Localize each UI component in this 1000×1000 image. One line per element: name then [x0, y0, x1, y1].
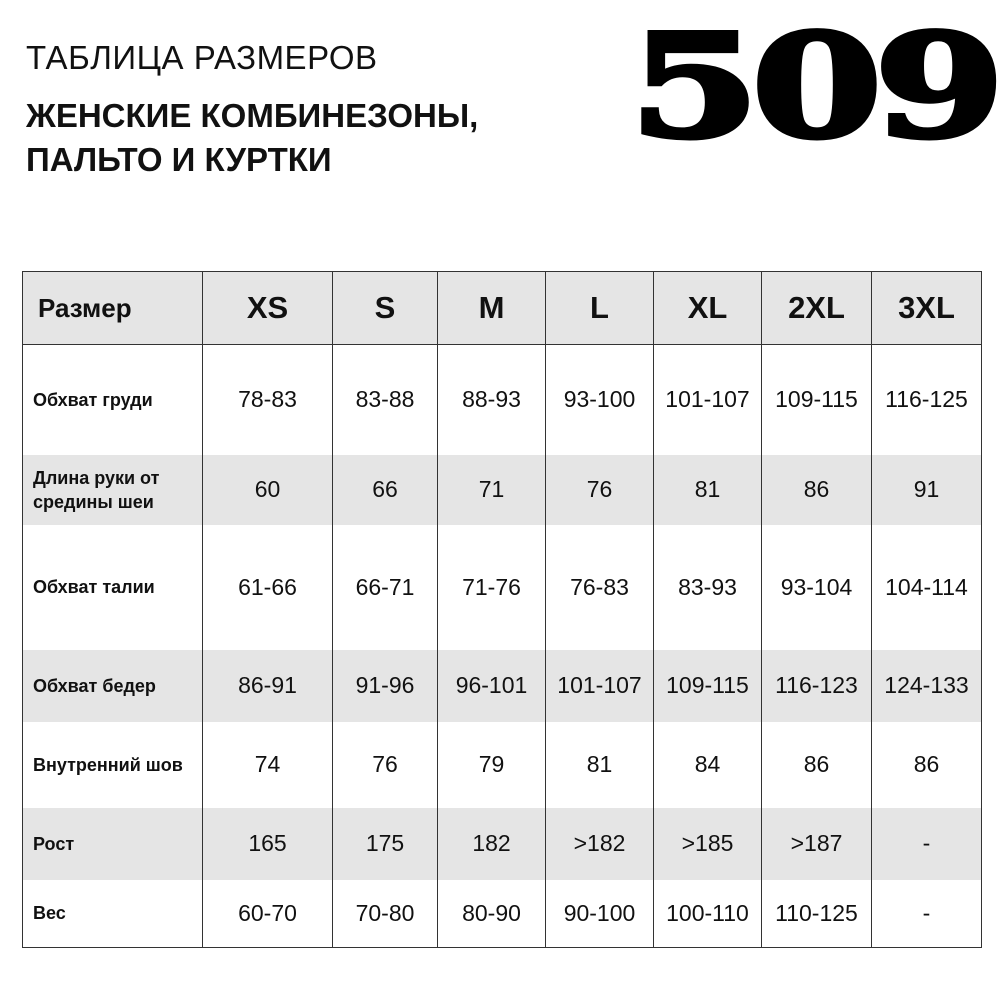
table-cell: 116-125 [872, 345, 982, 455]
table-cell: 100-110 [654, 880, 762, 948]
table-cell: 101-107 [546, 650, 654, 722]
table-cell: 79 [438, 722, 546, 808]
table-cell: 86 [762, 455, 872, 525]
table-cell: - [872, 808, 982, 880]
table-cell: 165 [203, 808, 333, 880]
table-cell: 80-90 [438, 880, 546, 948]
row-label: Обхват бедер [23, 650, 203, 722]
table-cell: 86 [872, 722, 982, 808]
row-label: Рост [23, 808, 203, 880]
table-cell: 70-80 [333, 880, 438, 948]
table-row-hips [23, 650, 982, 722]
table-cell: 96-101 [438, 650, 546, 722]
brand-logo: 509 [629, 4, 997, 170]
table-cell: 81 [546, 722, 654, 808]
table-cell: 81 [654, 455, 762, 525]
header-label: Размер [23, 272, 203, 345]
size-table [22, 271, 982, 948]
table-cell: 71 [438, 455, 546, 525]
table-cell: 71-76 [438, 525, 546, 650]
table-cell: >185 [654, 808, 762, 880]
table-cell: 74 [203, 722, 333, 808]
table-cell: 109-115 [762, 345, 872, 455]
page-title-line-2: ПАЛЬТО И КУРТКИ [26, 141, 332, 178]
size-header: XL [654, 272, 762, 345]
size-header: 2XL [762, 272, 872, 345]
row-label: Внутренний шов [23, 722, 203, 808]
table-cell: 104-114 [872, 525, 982, 650]
table-cell: 110-125 [762, 880, 872, 948]
table-cell: 60-70 [203, 880, 333, 948]
table-cell: 91 [872, 455, 982, 525]
table-cell: 182 [438, 808, 546, 880]
table-cell: 61-66 [203, 525, 333, 650]
table-cell: 78-83 [203, 345, 333, 455]
size-header: S [333, 272, 438, 345]
table-row-inseam [23, 722, 982, 808]
size-header: L [546, 272, 654, 345]
size-header: 3XL [872, 272, 982, 345]
table-cell: 83-93 [654, 525, 762, 650]
table-cell: 109-115 [654, 650, 762, 722]
table-cell: - [872, 880, 982, 948]
table-row-chest [23, 345, 982, 455]
table-row-sleeve [23, 455, 982, 525]
table-cell: 66 [333, 455, 438, 525]
table-cell: 86-91 [203, 650, 333, 722]
table-cell: 76 [333, 722, 438, 808]
table-header-row [23, 272, 982, 345]
table-cell: 93-100 [546, 345, 654, 455]
table-cell: 84 [654, 722, 762, 808]
table-cell: 86 [762, 722, 872, 808]
table-row-weight [23, 880, 982, 948]
table-cell: 91-96 [333, 650, 438, 722]
row-label: Длина руки от средины шеи [23, 455, 203, 525]
table-cell: 175 [333, 808, 438, 880]
size-header: M [438, 272, 546, 345]
size-header: XS [203, 272, 333, 345]
table-row-height [23, 808, 982, 880]
table-cell: >187 [762, 808, 872, 880]
table-cell: 116-123 [762, 650, 872, 722]
page-subtitle: ТАБЛИЦА РАЗМЕРОВ [26, 39, 378, 76]
table-cell: 101-107 [654, 345, 762, 455]
row-label: Обхват груди [23, 345, 203, 455]
page-title-line-1: ЖЕНСКИЕ КОМБИНЕЗОНЫ, [26, 97, 479, 134]
table-row-waist [23, 525, 982, 650]
page-title [26, 94, 646, 182]
table-cell: 60 [203, 455, 333, 525]
page-heading [26, 36, 646, 182]
table-cell: 76-83 [546, 525, 654, 650]
table-cell: >182 [546, 808, 654, 880]
table-cell: 88-93 [438, 345, 546, 455]
row-label: Вес [23, 880, 203, 948]
table-cell: 93-104 [762, 525, 872, 650]
table-cell: 76 [546, 455, 654, 525]
row-label: Обхват талии [23, 525, 203, 650]
table-cell: 66-71 [333, 525, 438, 650]
table-cell: 90-100 [546, 880, 654, 948]
table-cell: 83-88 [333, 345, 438, 455]
table-cell: 124-133 [872, 650, 982, 722]
